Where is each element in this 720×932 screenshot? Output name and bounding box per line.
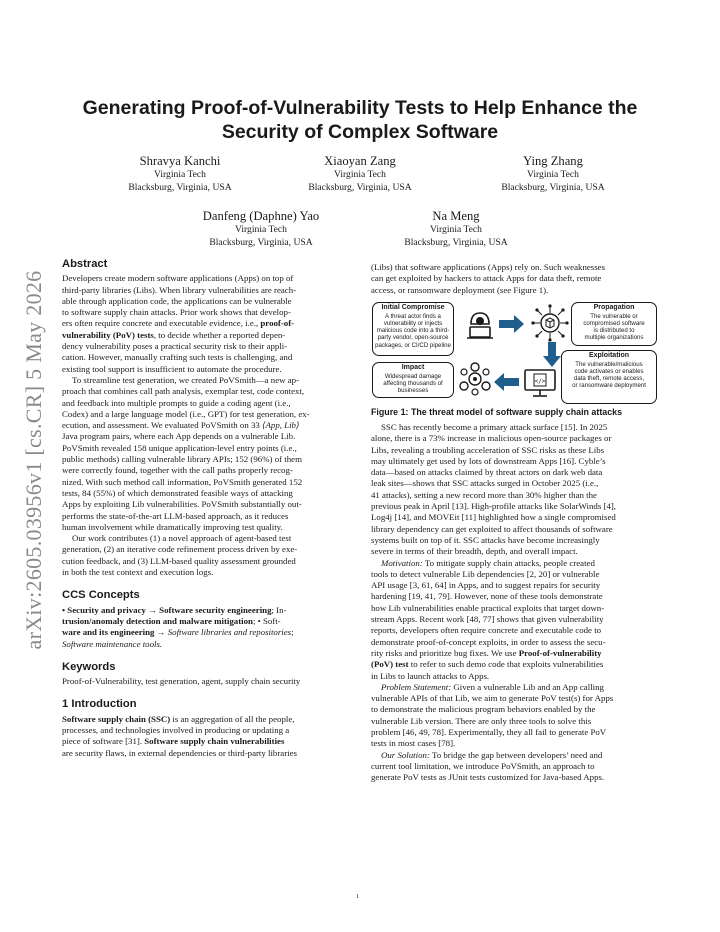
text-line: to software supply chain attacks. Prior work shows that develop- [62, 307, 291, 318]
box-title: Propagation [593, 304, 635, 311]
text-line: 41 attacks), setting a new record more than 30% higher than the [371, 489, 597, 500]
text-line [62, 605, 348, 616]
motivation-paragraph [371, 558, 661, 682]
exploitation-box [561, 350, 657, 404]
author-affiliation: Virginia Tech [334, 169, 386, 180]
text-line: performs the state-of-the-art LLM-based approach, as it reduces [62, 510, 289, 521]
bold-term: Software supply chain (SSC) [62, 713, 171, 724]
author-name: Shravya Kanchi [139, 154, 221, 168]
text-span: To mitigate supply chain attacks, people created [422, 557, 595, 568]
text-span: to refer to such demo code that exploits vulnerabilities [408, 659, 604, 670]
bold-term: Software supply chain vulnerabilities [144, 736, 285, 747]
text-line: in Libs to launch attacks to Apps. [371, 670, 490, 681]
author-location: Blacksburg, Virginia, USA [209, 236, 313, 248]
bold-term: Proof-of-vulnerability [518, 647, 602, 658]
box-text: or ransomware deployment [572, 382, 646, 390]
text-line: how Lib vulnerabilities enable practical exploits that target down- [371, 602, 605, 613]
text-span: ers often require concrete and executable evidence, i.e., [62, 318, 261, 329]
text-line: human involvement while dramatically improving test quality. [62, 521, 283, 532]
text-line: third-party libraries (Libs). When library vulnerabilities are reach- [62, 284, 297, 295]
bold-term: (PoV) test [371, 659, 409, 670]
author-location: Blacksburg, Virginia, USA [308, 181, 412, 193]
network-cube-icon [531, 304, 569, 342]
impact-box [372, 362, 454, 398]
text-line: demonstrate proof-of-concept exploits, in order to assess the secu- [371, 636, 606, 647]
italic-term: → Software libraries and repositories [154, 627, 292, 638]
box-title: Impact [401, 364, 425, 371]
abstract-paragraph-1 [62, 273, 348, 375]
box-text: malicious code into a third- [376, 327, 450, 335]
hacker-laptop-icon [463, 310, 497, 340]
text-line: access, or ransomware deployment (see Figure 1). [371, 284, 549, 295]
text-line: PoVSmith revealed 158 unique application-level entry points (i.e., [62, 442, 297, 453]
text-line [371, 682, 661, 693]
box-text: The vulnerable or [590, 312, 638, 320]
solution-paragraph [371, 750, 661, 784]
bold-term: ware and its engineering [62, 627, 155, 638]
text-line: To streamline test generation, we created PoVSmith—a new ap- [72, 374, 300, 385]
arxiv-id: arXiv:2605.03956v1 [cs.CR] 5 May 2026 [21, 270, 46, 650]
author-affiliation: Virginia Tech [430, 224, 482, 235]
text-line: hardening [19, 41, 79]. However, none of these tools demonstrate [371, 591, 603, 602]
text-line: systems built on top of it. SSC attacks have become increasingly [371, 534, 600, 545]
author-affiliation: Virginia Tech [527, 169, 579, 180]
ccs-concepts [62, 605, 348, 650]
problem-statement-paragraph [371, 682, 661, 750]
text-line: proach that combines call path analysis, exemplar test, code context, [62, 386, 305, 397]
text-line: were correctly found, together with the call paths properly recog- [62, 465, 293, 476]
text-line [62, 318, 348, 329]
author-affiliation: Virginia Tech [235, 224, 287, 235]
left-column [62, 259, 348, 759]
text-line: (Libs) that software applications (Apps) rely on. Such weaknesses [371, 262, 606, 272]
text-line: Log4j [14], and MOVEit [11] highlighted how a single compromised [371, 512, 616, 523]
paper-title [60, 96, 660, 144]
keywords-text [62, 676, 348, 687]
bold-term: • Security and privacy → Software security engineering [62, 604, 272, 615]
box-text: data theft, remote access, [573, 375, 645, 383]
propagation-box [571, 302, 657, 346]
text-line: reports, developers often require concrete and executable code to [371, 625, 602, 636]
box-text: Widespread damage [384, 372, 442, 380]
text-line [62, 627, 348, 638]
box-text: affecting thousands of [383, 379, 443, 387]
text-line: and feedback into multiple prompts to guide a coding agent (i.e., [62, 397, 291, 408]
text-line: generation, (2) an iterative code refinement process driven by exe- [62, 544, 298, 555]
text-line: to demonstrate the malicious program behaviors enabled by the [371, 704, 596, 715]
bold-term: trusion/anomaly detection and malware mitigation [62, 615, 253, 626]
text-line: Proof-of-Vulnerability, test generation, agent, supply chain security [62, 676, 301, 687]
bold-term: vulnerability (PoV) tests [62, 329, 154, 340]
svg-text:</>: </> [534, 378, 546, 385]
text-line: SSC has recently become a primary attack surface [15]. In 2025 [381, 422, 608, 432]
right-column-body [371, 422, 661, 784]
author-block [473, 153, 633, 194]
text-line: dency vulnerability poses a practical security risk to their appli- [62, 341, 288, 352]
text-line [371, 648, 661, 659]
author-block [181, 208, 341, 249]
box-text: party vendor, open-source [377, 334, 449, 342]
text-span: ; In- [271, 604, 287, 615]
threat-model-figure [371, 302, 657, 404]
box-text: vulnerability or injects [383, 319, 443, 327]
abstract-heading: Abstract [62, 258, 108, 270]
text-line: problem [46, 49, 78]. Experimentally, they all fail to generate PoV [371, 727, 607, 738]
text-line: vulnerable Lib version. There are only three tools to solve this [371, 715, 592, 726]
author-block [280, 153, 440, 194]
text-line: in both the test context and execution logs. [62, 567, 214, 578]
italic-label: Problem Statement: [381, 681, 452, 692]
author-block [100, 153, 260, 194]
box-text: code activates or enables [574, 367, 644, 375]
box-title: Exploitation [588, 352, 630, 359]
text-line: stream Apps. Recent work [48, 77] shows that given vulnerability [371, 614, 604, 625]
text-span: ; • Soft- [252, 615, 281, 626]
author-name: Xiaoyan Zang [324, 154, 396, 168]
text-line: nized. With such method call information, PoVSmith generated 152 [62, 476, 303, 487]
text-line: severe in terms of their breadth, depth, and overall impact. [371, 546, 578, 557]
text-line [62, 420, 348, 431]
page-number: 1 [356, 894, 359, 900]
text-line: leak sites—shows that SSC attacks surged in October 2025 (i.e., [371, 478, 599, 489]
text-line: able through application code, the applications can be vulnerable [62, 295, 292, 306]
author-affiliation: Virginia Tech [154, 169, 206, 180]
box-text: The vulnerable/malicious [575, 360, 643, 368]
italic-label: Our Solution: [381, 749, 430, 760]
text-line: alone, there is a 73% increase in malicious open-source packages or [371, 433, 612, 444]
intro-paragraph-ssc [371, 422, 661, 558]
box-text: businesses [397, 387, 429, 395]
italic-term: ⟨App, Lib⟩ [262, 420, 300, 431]
author-location: Blacksburg, Virginia, USA [128, 181, 232, 193]
text-line: public methods) calling vulnerable library APIs; 152 (96%) of them [62, 454, 302, 465]
text-line: cation. However, manually crafting such tests is challenging, and [62, 352, 293, 363]
text-line: Codex) and a large language model (i.e., GPT) for test generation, ex- [62, 408, 310, 419]
box-text: packages, or CI/CD pipeline [375, 341, 451, 349]
monitor-code-icon [523, 368, 557, 398]
ccs-heading: CCS Concepts [62, 589, 140, 602]
text-line [371, 558, 661, 569]
author-name: Na Meng [432, 209, 480, 223]
text-line: generate PoV tests as JUnit tests customized for Java-based Apps. [371, 772, 605, 783]
arxiv-sidebar [6, 250, 62, 670]
title-line-1: Generating Proof-of-Vulnerability Tests to Help Enhance the [82, 97, 638, 119]
author-name: Ying Zhang [523, 154, 583, 168]
text-span: is an aggregation of all the people, [170, 713, 295, 724]
box-text: compromised software [583, 319, 645, 327]
abstract-paragraph-2 [62, 375, 348, 533]
text-line [62, 616, 348, 627]
text-line [371, 750, 661, 761]
author-name: Danfeng (Daphne) Yao [202, 209, 320, 223]
text-span: ecution, and assessment. We evaluated PoVSmith on 33 [62, 420, 263, 431]
text-line: data—based on attacks claimed by threat actors on dark web data [371, 467, 603, 478]
abstract-paragraph-3 [62, 533, 348, 578]
text-line: vulnerable APIs of that Lib, we aim to generate PoV test(s) for Apps [371, 693, 614, 704]
text-span: rity risks and prioritize bug fixes. We use [371, 647, 519, 658]
arrow-left-icon [493, 372, 519, 392]
text-line: previous peak in April [13]. High-profile attacks like SolarWinds [4], [371, 501, 616, 512]
italic-term: Software maintenance tools. [62, 638, 163, 649]
text-span: Given a vulnerable Lib and an App calling [451, 681, 604, 692]
box-title: Initial Compromise [381, 304, 445, 311]
text-line: tests, 84 (55%) of which demonstrated feasible ways of attacking [62, 487, 293, 498]
text-line: Developers create modern software applications (Apps) on top of [62, 273, 294, 284]
text-line: cution feedback, and (3) LLM-based quality assessment grounded [62, 555, 296, 566]
text-line: Java program pairs, where each App depends on a vulnerable Lib. [62, 431, 296, 442]
author-location: Blacksburg, Virginia, USA [404, 236, 508, 248]
text-line [371, 659, 661, 670]
text-line [62, 639, 348, 650]
text-line: may ultimately get used by lots of downstream Apps [16]. Cyble’s [371, 455, 606, 466]
text-line: Apps by exploiting Lib vulnerabilities. PoVSmith substantially out- [62, 499, 302, 510]
author-block [376, 208, 536, 249]
text-line: library dependency can get exploited to affect thousands of software [371, 523, 613, 534]
box-text: is distributed to [593, 327, 635, 335]
bold-term: proof-of- [260, 318, 295, 329]
box-text: multiple organizations [584, 334, 644, 342]
intro-heading: 1 Introduction [62, 698, 137, 711]
title-line-2: Security of Complex Software [221, 121, 499, 143]
text-span: , to decide whether a reported depen- [153, 329, 286, 340]
text-line: tests in most cases [78]. [371, 738, 456, 749]
text-span: ; [291, 627, 294, 638]
text-line: processes, and technologies involved in producing or updating a [62, 724, 290, 735]
text-span: piece of software [31]. [62, 736, 145, 747]
text-line: Our work contributes (1) a novel approach of agent-based test [72, 533, 292, 544]
right-column-top [371, 262, 661, 296]
text-line: are security flaws, in external dependencies or third-party libraries [62, 747, 297, 758]
text-line: API usage [3, 61, 64] in Apps, and to suggest repairs for security [371, 580, 601, 591]
figure-caption: Figure 1: The threat model of software supply chain attacks [371, 407, 623, 417]
italic-label: Motivation: [381, 557, 423, 568]
text-line: tools to detect vulnerable Lib dependencies [2, 20] or vulnerable [371, 568, 600, 579]
text-line: existing tool support is insufficient to automate the procedure. [62, 363, 282, 374]
arrow-down-icon [542, 342, 562, 368]
text-line: can get exploited by hackers to attack Apps for data theft, remote [371, 273, 602, 284]
text-line: Libs, revealing a troubling acceleration of SSC risks as these Libs [371, 444, 605, 455]
author-location: Blacksburg, Virginia, USA [501, 181, 605, 193]
text-line: current tool limitation, we introduce PoVSmith, an approach to [371, 760, 595, 771]
text-span: To bridge the gap between developers’ need and [429, 749, 603, 760]
text-line [62, 714, 348, 725]
intro-paragraph [62, 714, 348, 759]
initial-compromise-box [372, 302, 454, 356]
arrow-right-icon [499, 314, 525, 334]
box-text: A threat actor finds a [385, 312, 441, 320]
keywords-heading: Keywords [62, 660, 116, 673]
impact-hazard-icon [459, 362, 491, 396]
text-line [62, 330, 348, 341]
text-line [62, 736, 348, 747]
